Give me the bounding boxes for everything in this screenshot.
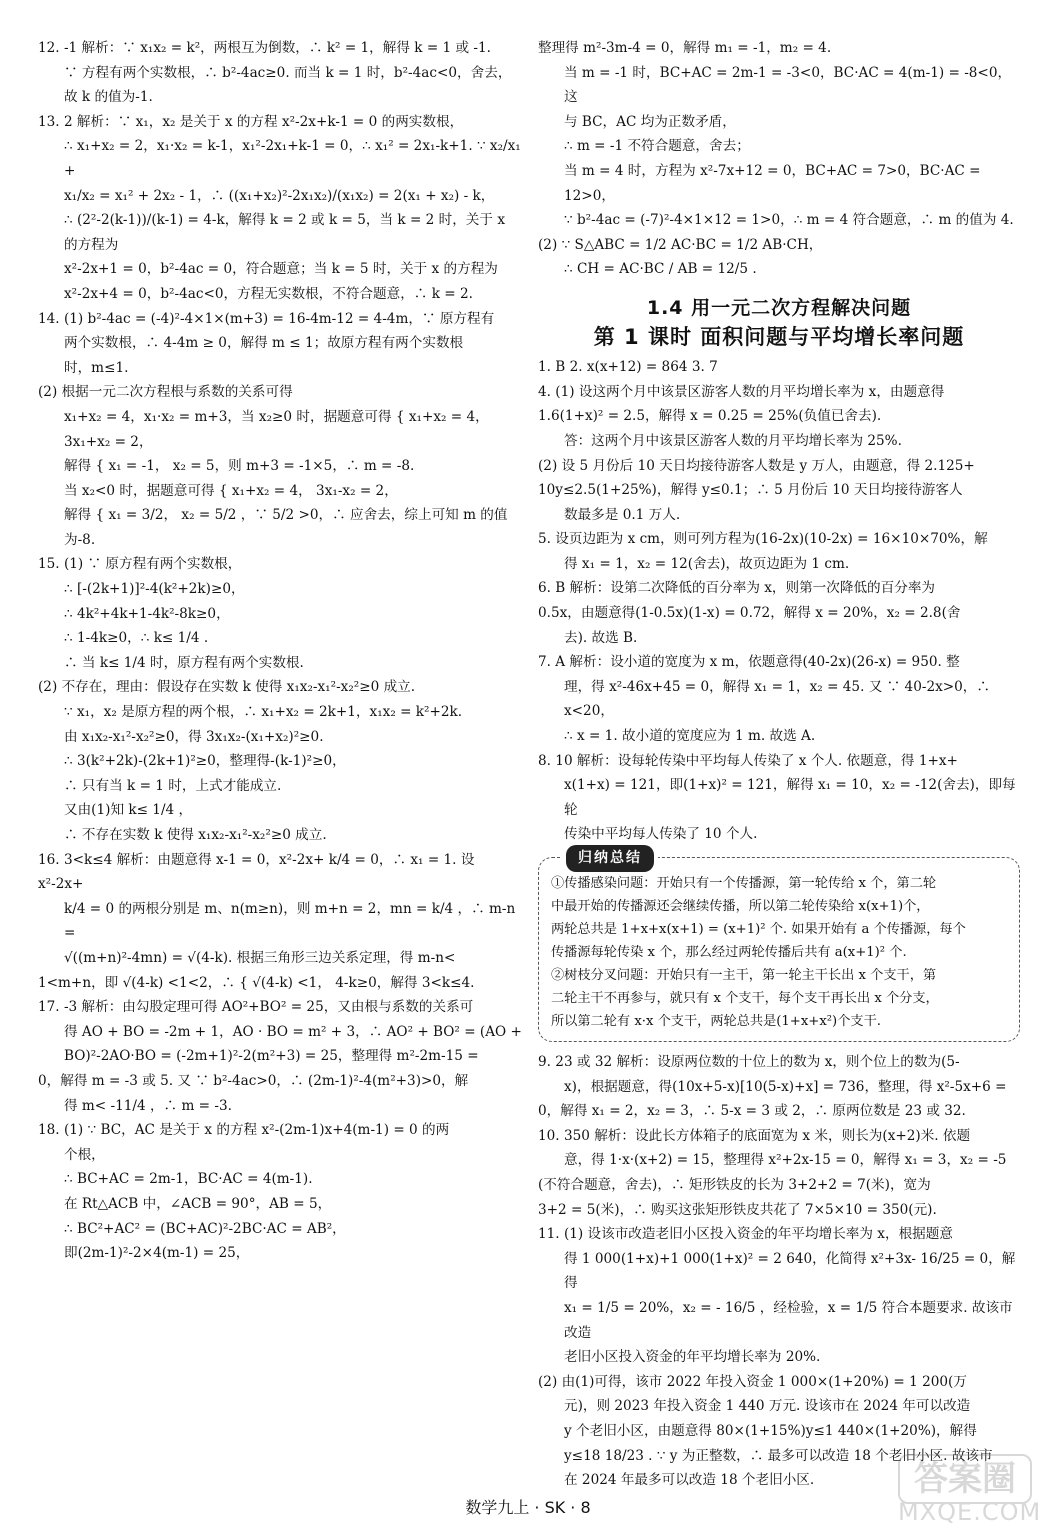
text-line: 4. (1) 设这两个月中该景区游客人数的月平均增长率为 x，由题意得	[538, 383, 945, 400]
text-line: ②树枝分叉问题：开始只有一主干，第一轮主干长出 x 个支干，第	[551, 968, 937, 983]
text-line: 整理得 m²-3m-4 = 0，解得 m₁ = -1，m₂ = 4.	[538, 40, 832, 56]
text-line: 所以第二轮有 x·x 个支干，两轮总共是(1+x+x²)个支干.	[551, 1014, 881, 1029]
text-line: 时，m≤1.	[64, 359, 129, 376]
text-line: ∴ CH = AC·BC / AB = 12/5 .	[564, 261, 757, 278]
text-line: 5. 设页边距为 x cm，则可列方程为(16-2x)(10-2x) = 16×10×70%，解	[538, 531, 988, 548]
text-line: 在 2024 年最多可以改造 18 个老旧小区.	[564, 1472, 815, 1489]
text-line: 10. 350 解析：设此长方体箱子的底面宽为 x 米，则长为(x+2)米. 依题	[538, 1127, 971, 1144]
text-line: 14. (1) b²-4ac = (-4)²-4×1×(m+3) = 16-4m-12 = 4-4m，∵ 原方程有	[38, 310, 495, 327]
answer-q13	[38, 110, 522, 307]
text-line: ∴ x₁+x₂ = 2，x₁·x₂ = k-1，x₁²-2x₁+k-1 = 0，∴ x₁² = 2x₁-k+1. ∵ x₂/x₁ +	[64, 138, 521, 179]
text-line: 理，得 x²-46x+45 = 0，解得 x₁ = 1，x₂ = 45. 又 ∵ 40-2x>0，∴ x<20，	[564, 678, 990, 720]
answer-q9	[538, 1050, 1020, 1124]
text-line: 3+2 = 5(米)，∴ 购买这张矩形铁皮共花了 7×5×10 = 350(元).	[538, 1201, 937, 1218]
text-line: ∴ 3(k²+2k)-(2k+1)²≥0，整理得-(k-1)²≥0，	[64, 753, 346, 770]
text-line: 15. (1) ∵ 原方程有两个实数根，	[38, 556, 242, 573]
text-line: 16. 3<k≤4 解析：由题意得 x-1 = 0，x²-2x+ k/4 = 0，∴ x₁ = 1. 设 x²-2x+	[38, 851, 475, 893]
answer-q18-continued	[538, 36, 1020, 282]
left-column	[38, 36, 522, 1266]
text-line: 1.6(1+x)² = 2.5，解得 x = 0.25 = 25%(负值已舍去).	[538, 408, 882, 425]
text-line: 老旧小区投入资金的年平均增长率为 20%.	[564, 1349, 821, 1366]
text-line: 17. -3 解析：由勾股定理可得 AO²+BO² = 25，又由根与系数的关系可	[38, 999, 474, 1016]
text-line: 意，得 1·x·(x+2) = 15，整理得 x²+2x-15 = 0，解得 x₁ = 3，x₂ = -5	[564, 1152, 1007, 1169]
text-line: 10y≤2.5(1+25%)，解得 y≤0.1；∴ 5 月份后 10 天日均接待游客人	[538, 482, 963, 499]
text-line: ∴ 不存在实数 k 使得 x₁x₂-x₁²-x₂²≥0 成立.	[64, 827, 327, 843]
text-line: 得 1 000(1+x)+1 000(1+x)² = 2 640，化简得 x²+3x- 16/25 = 0，解得	[564, 1250, 1016, 1292]
text-line: 中最开始的传播源还会继续传播，所以第二轮传染给 x(x+1)个，	[551, 899, 930, 914]
answer-q5	[538, 527, 1020, 576]
text-line: 8. 10 解析：设每轮传染中平均每人传染了 x 个人. 依题意，得 1+x+	[538, 752, 958, 769]
text-line: ∴ m = -1 不符合题意，舍去；	[564, 138, 750, 155]
text-line: 当 m = -1 时，BC+AC = 2m-1 = -3<0，BC·AC = 4(m-1) = -8<0，这	[564, 64, 1012, 106]
summary-label: 归纳总结	[562, 845, 658, 872]
text-line: (2) 根据一元二次方程根与系数的关系可得	[38, 384, 293, 401]
text-line: 11. (1) 设该市改造老旧小区投入资金的年平均增长率为 x，根据题意	[538, 1226, 953, 1243]
watermark-logo: 答案圈 MXQE.COM	[898, 1454, 1028, 1526]
text-line: (2) 由(1)可得，该市 2022 年投入资金 1 000×(1+20%) = 1 200(万	[538, 1373, 967, 1390]
text-line: ∵ x₁，x₂ 是原方程的两个根，∴ x₁+x₂ = 2k+1，x₁x₂ = k²+2k.	[64, 704, 463, 721]
text-line: BO)²-2AO·BO = (-2m+1)²-2(m²+3) = 25，整理得 m²-2m-15 =	[64, 1048, 479, 1065]
answer-q10	[538, 1124, 1020, 1222]
text-line: x²-2x+4 = 0，b²-4ac<0，方程无实数根，不符合题意，∴ k = 2.	[64, 285, 473, 302]
text-line: 6. B 解析：设第二次降低的百分率为 x，则第一次降低的百分率为	[538, 580, 936, 597]
text-line: 在 Rt△ACB 中，∠ACB = 90°，AB = 5，	[64, 1195, 332, 1212]
text-line: 去). 故选 B.	[564, 629, 638, 646]
text-line: 二轮主干不再参与，就只有 x 个支干，每个支干再长出 x 个分支，	[551, 991, 939, 1006]
answer-q16	[38, 848, 522, 996]
text-line: ∵ 方程有两个实数根，∴ b²-4ac≥0. 而当 k = 1 时，b²-4ac<0，舍去，	[64, 64, 512, 81]
text-line: 0，解得 x₁ = 2，x₂ = 3，∴ 5-x = 3 或 2，∴ 原两位数是 23 或 32.	[538, 1103, 966, 1120]
text-line: 数最多是 0.1 万人.	[564, 506, 681, 523]
text-line: 传播源每轮传染 x 个，那么经过两轮传播后共有 a(x+1)² 个.	[551, 945, 907, 960]
text-line: 传染中平均每人传染了 10 个人.	[564, 826, 758, 843]
answer-q12	[38, 36, 522, 110]
text-line: x₁+x₂ = 4，x₁·x₂ = m+3，当 x₂≥0 时，据题意可得 { x₁+x₂ = 4， 3x₁+x₂ = 2，	[64, 408, 489, 450]
text-line: ∵ b²-4ac = (-7)²-4×1×12 = 1>0，∴ m = 4 符合题意，∴ m 的值为 4.	[564, 212, 1014, 229]
text-line: x₁ = 1/5 = 20%，x₂ = - 16/5 ，经检验，x = 1/5 符合本题要求. 故该市改造	[564, 1299, 1013, 1341]
answer-q18	[38, 1118, 522, 1266]
text-line: 7. A 解析：设小道的宽度为 x m，依题意得(40-2x)(26-x) = 950. 整	[538, 654, 960, 671]
text-line: 13. 2 解析：∵ x₁，x₂ 是关于 x 的方程 x²-2x+k-1 = 0 的两实数根，	[38, 113, 464, 130]
text-line: 又由(1)知 k≤ 1/4 ，	[64, 802, 193, 819]
text-line: (不符合题意，舍去)，∴ 矩形铁皮的长为 3+2+2 = 7(米)，宽为	[538, 1176, 931, 1193]
text-line: 0.5x，由题意得(1-0.5x)(1-x) = 0.72，解得 x = 20%，x₂ = 2.8(舍	[538, 605, 961, 622]
lesson-title: 第 1 课时 面积问题与平均增长率问题	[593, 324, 965, 349]
text-line: 两个实数根，∴ 4-4m ≥ 0，解得 m ≤ 1；故原方程有两个实数根	[64, 335, 464, 352]
text-line: k/4 = 0 的两根分别是 m、n(m≥n)，则 m+n = 2，mn = k/4 ，∴ m-n =	[64, 900, 516, 942]
answer-q1-3: 1. B 2. x(x+12) = 864 3. 7	[538, 359, 718, 376]
text-line: ∴ BC²+AC² = (BC+AC)²-2BC·AC = AB²，	[64, 1220, 346, 1237]
text-line: ∴ 1-4k≥0，∴ k≤ 1/4 .	[64, 630, 209, 647]
text-line: 0，解得 m = -3 或 5. 又 ∵ b²-4ac>0，∴ (2m-1)²-4(m²+3)>0，解	[38, 1072, 469, 1089]
text-line: 解得 { x₁ = -1， x₂ = 5，则 m+3 = -1×5，∴ m = -8.	[64, 458, 415, 475]
text-line: x(1+x) = 121，即(1+x)² = 121，解得 x₁ = 10，x₂ = -12(舍去)，即每轮	[564, 777, 1016, 818]
text-line: x²-2x+1 = 0，b²-4ac = 0，符合题意；当 k = 5 时，关于 x 的方程为	[64, 261, 498, 278]
text-line: 得 m< -11/4 ，∴ m = -3.	[64, 1097, 232, 1114]
text-line: 故 k 的值为-1.	[64, 89, 153, 106]
answer-q17	[38, 995, 522, 1118]
answer-q14	[38, 307, 522, 553]
section-title: 1.4 用一元二次方程解决问题	[646, 296, 912, 319]
answer-q4	[538, 380, 1020, 528]
summary-box	[538, 857, 1020, 1042]
answer-q8	[538, 749, 1020, 847]
text-line: 9. 23 或 32 解析：设原两位数的十位上的数为 x，则个位上的数为(5-	[538, 1054, 960, 1070]
text-line: x₁/x₂ = x₁² + 2x₂ - 1，∴ ((x₁+x₂)²-2x₁x₂)/(x₁x₂) = 2(x₁ + x₂) - k，	[64, 187, 495, 204]
text-line: 与 BC，AC 均为正数矛盾，	[564, 113, 736, 130]
text-line: ∴ 当 k≤ 1/4 时，原方程有两个实数根.	[64, 654, 304, 671]
text-line: 当 x₂<0 时，据题意可得 { x₁+x₂ = 4， 3x₁-x₂ = 2，	[64, 482, 398, 499]
text-line: ∴ (2²-2(k-1))/(k-1) = 4-k，解得 k = 2 或 k = 5，当 k = 2 时，关于 x 的方程为	[64, 212, 505, 253]
text-line: 18. (1) ∵ BC，AC 是关于 x 的方程 x²-(2m-1)x+4(m-1) = 0 的两	[38, 1122, 450, 1139]
text-line: 个根，	[64, 1146, 105, 1163]
text-line: 当 m = 4 时，方程为 x²-7x+12 = 0，BC+AC = 7>0，BC·AC = 12>0，	[564, 162, 981, 204]
text-line: (2) 设 5 月份后 10 天日均接待游客人数是 y 万人，由题意，得 2.125+	[538, 457, 975, 474]
text-line: 12. -1 解析：∵ x₁x₂ = k²，两根互为倒数，∴ k² = 1，解得 k = 1 或 -1.	[38, 40, 491, 56]
text-line: 元)，则 2023 年投入资金 1 440 万元. 设该市在 2024 年可以改造	[564, 1398, 971, 1415]
text-line: 即(2m-1)²-2×4(m-1) = 25，	[64, 1245, 250, 1262]
text-line: ∴ BC+AC = 2m-1，BC·AC = 4(m-1).	[64, 1171, 313, 1188]
text-line: 得 x₁ = 1，x₂ = 12(舍去)，故页边距为 1 cm.	[564, 555, 850, 572]
text-line: 答：这两个月中该景区游客人数的月平均增长率为 25%.	[564, 432, 902, 449]
text-line: 两轮总共是 1+x+x(x+1) = (x+1)² 个. 如果开始有 a 个传播源，每个	[551, 922, 966, 937]
answer-q15	[38, 552, 522, 847]
text-line: (2) 不存在，理由：假设存在实数 k 使得 x₁x₂-x₁²-x₂²≥0 成立.	[38, 679, 416, 696]
text-line: √((m+n)²-4mn) = √(4-k). 根据三角形三边关系定理，得 m-n<	[64, 949, 456, 966]
text-line: 解得 { x₁ = 3/2， x₂ = 5/2 ，∵ 5/2 >0，∴ 应舍去，综上可知 m 的值为-8.	[64, 507, 508, 548]
page-footer: 数学九上 · SK · 8	[465, 1498, 591, 1517]
right-column	[538, 36, 1020, 1493]
text-line: ∴ [-(2k+1)]²-4(k²+2k)≥0，	[64, 581, 245, 598]
summary-section	[538, 850, 1020, 1042]
text-line: 由 x₁x₂-x₁²-x₂²≥0，得 3x₁x₂-(x₁+x₂)²≥0.	[64, 728, 324, 745]
text-line: 1<m+n，即 √(4-k) <1<2，∴ { √(4-k) <1， 4-k≥0，解得 3<k≤4.	[38, 974, 475, 991]
text-line: ∴ 4k²+4k+1-4k²-8k≥0，	[64, 605, 230, 622]
text-line: y 个老旧小区，由题意得 80×(1+15%)y≤1 440×(1+20%)，解得	[564, 1422, 977, 1439]
text-line: 得 AO + BO = -2m + 1，AO · BO = m² + 3，∴ AO² + BO² = (AO +	[64, 1023, 522, 1040]
text-line: ∴ x = 1. 故小道的宽度应为 1 m. 故选 A.	[564, 728, 816, 745]
text-line: y≤18 18/23 . ∵ y 为正整数，∴ 最多可以改造 18 个老旧小区. 故该市	[564, 1447, 993, 1464]
answer-q7	[538, 650, 1020, 748]
text-line: ∴ 只有当 k = 1 时，上式才能成立.	[64, 777, 282, 794]
text-line: (2) ∵ S△ABC = 1/2 AC·BC = 1/2 AB·CH，	[538, 236, 823, 253]
text-line: x)，根据题意，得(10x+5-x)[10(5-x)+x] = 736，整理，得 x²-5x+6 =	[564, 1078, 1007, 1095]
text-line: ①传播感染问题：开始只有一个传播源，第一轮传给 x 个，第二轮	[551, 876, 937, 891]
answer-q11	[538, 1222, 1020, 1493]
answer-q6	[538, 576, 1020, 650]
